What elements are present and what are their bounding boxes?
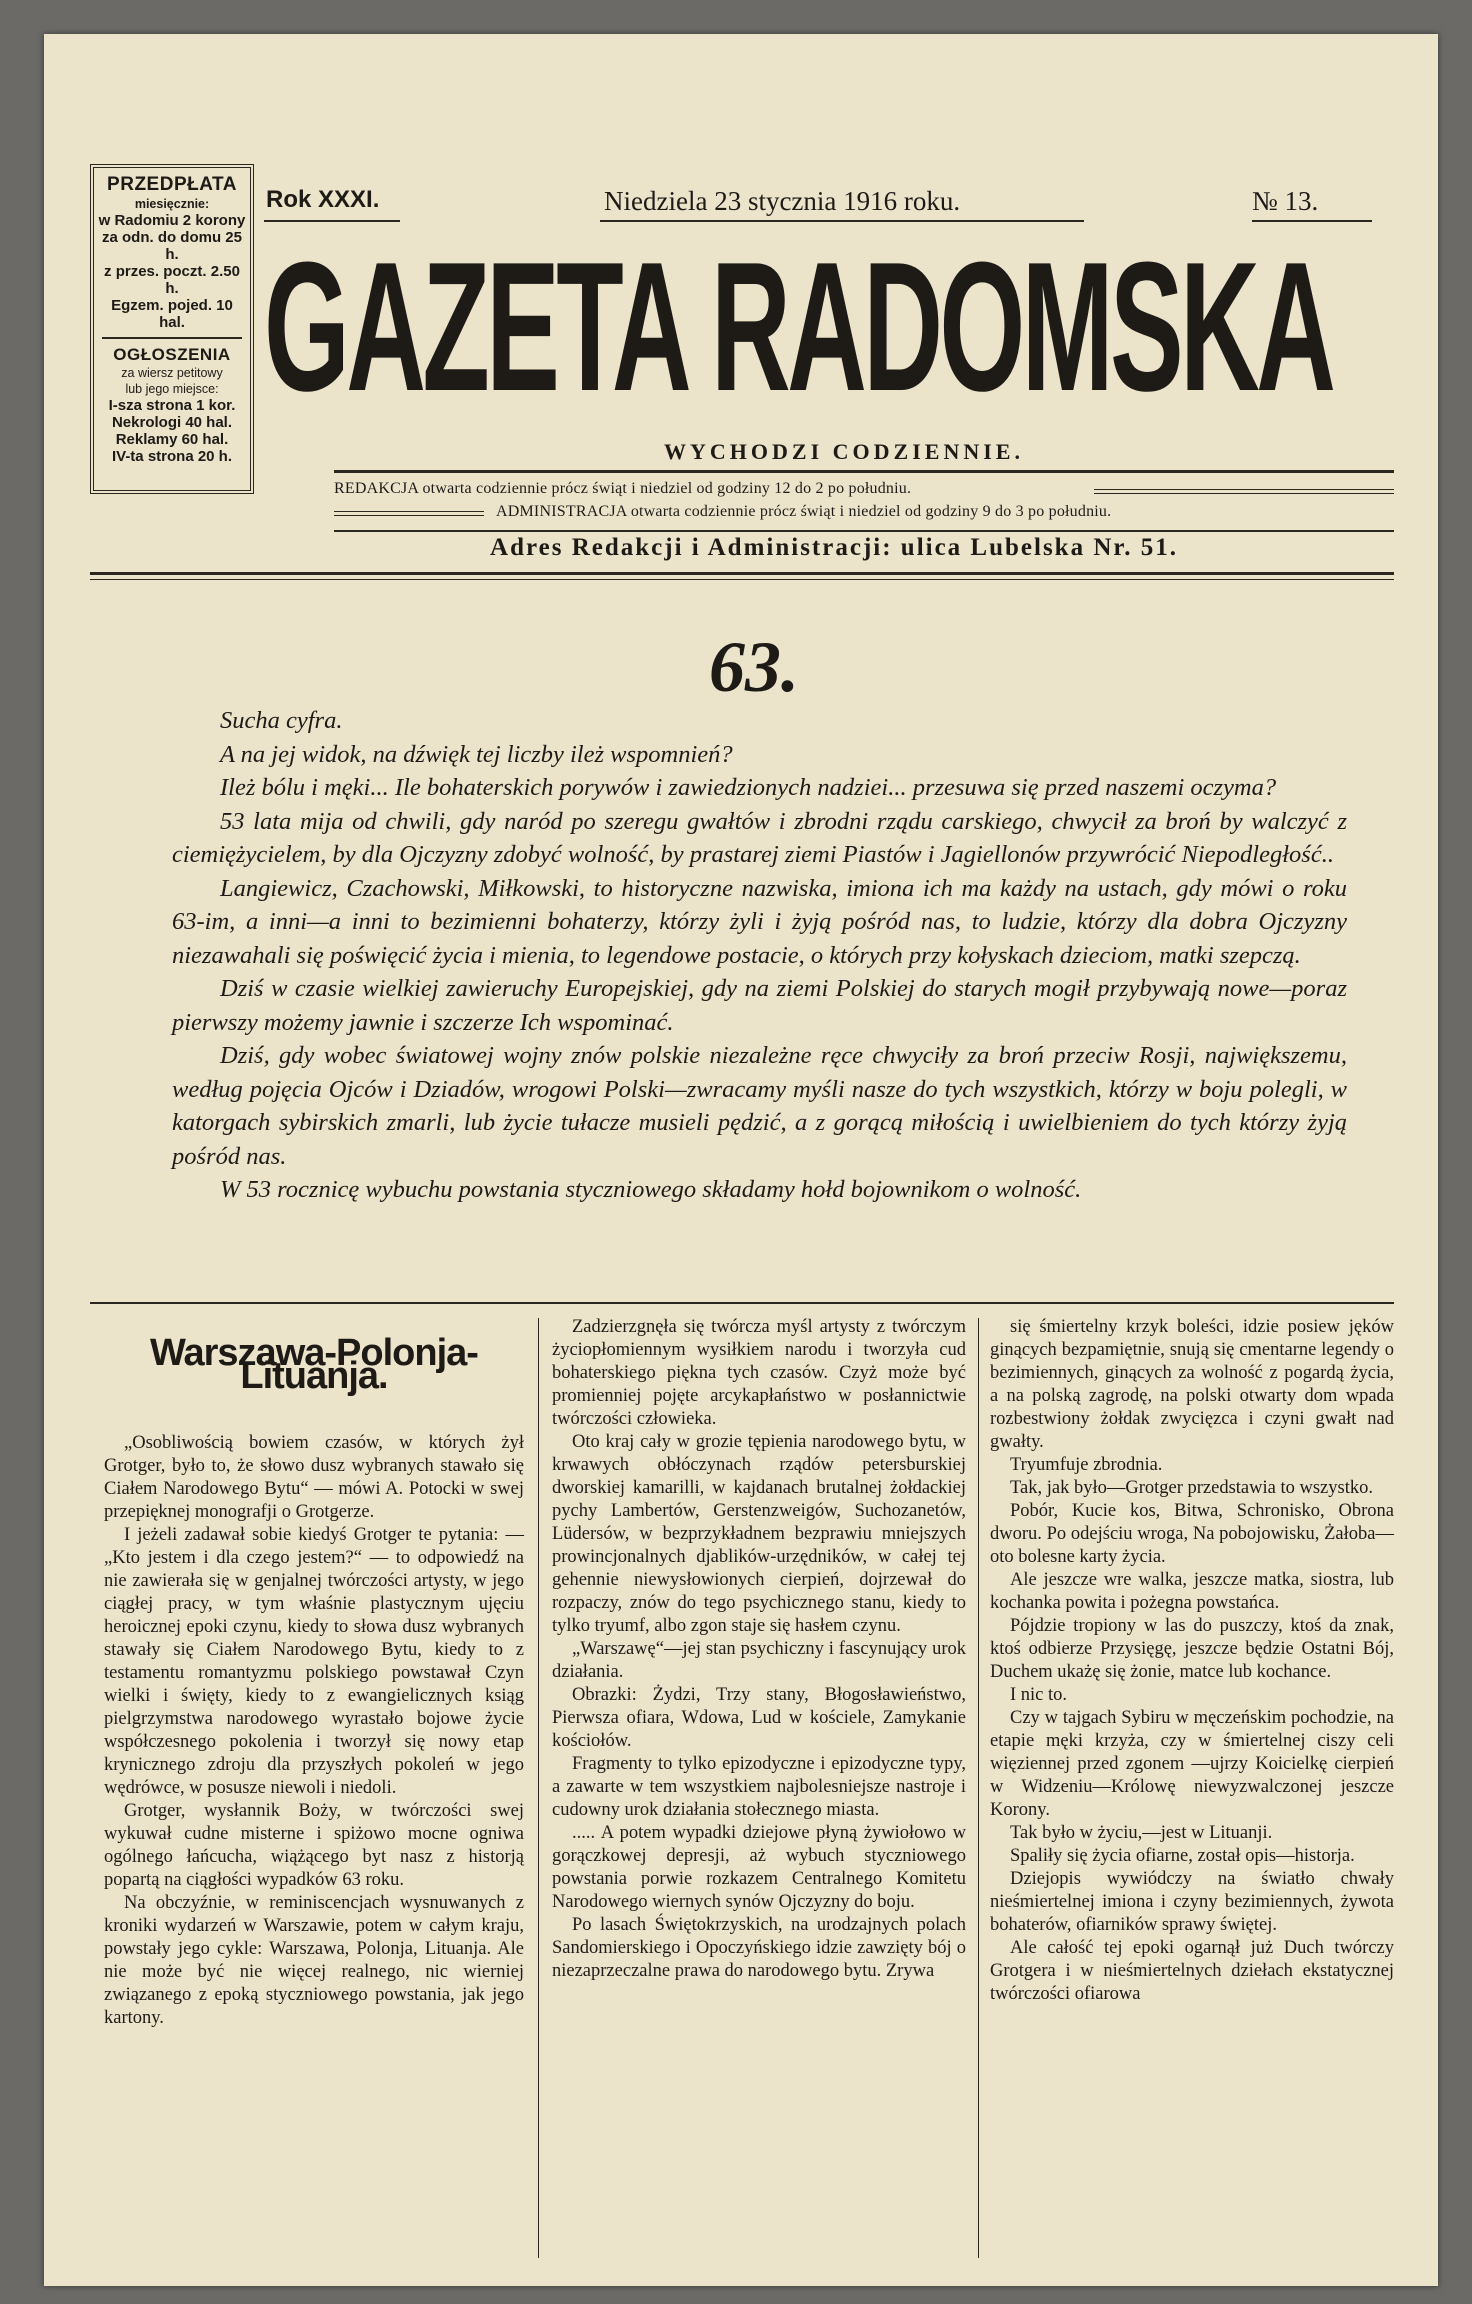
article-paragraph: „Warszawę“—jej stan psychiczny i fascynujący urok działania. — [552, 1639, 966, 1682]
article-column-2 — [552, 1316, 966, 1983]
article-title: Warszawa-Polonja-Lituanja. — [150, 1332, 478, 1397]
editorial-paragraph: Langiewicz, Czachowski, Miłkowski, to historyczne nazwiska, imiona ich ma każdy na ustach, gdy mówi o roku 63-im, a inni—a inni to bezimienni bohaterzy, którzy żyli i żyją pośród nas, to ludzie, którzy dla dobra Ojczyzny niezawahali się poświęcić życia i mienia, to legendowe postacie, o których przy kołyskach dzieciom, matki szepczą. — [172, 874, 1347, 969]
article-paragraph: Zadzierzgnęła się twórcza myśl artysty z twórczym życiopłomiennym wysiłkiem narodu i tworzyła cud bohaterskiego piękna tych czasów. Czyż może być promienniej pojęte arcykapłaństwo w posłannictwie twórczości człowieka. — [552, 1317, 966, 1429]
top-rule — [264, 220, 400, 222]
article-paragraph: Grotger, wysłannik Boży, w twórczości swej wykuwał cudne misterne i spiżowo mocne ogniwa ogólnego łańcucha, wiążącego byt nasz z historją popartą na ciągłości wypadków 63 roku. — [104, 1801, 524, 1890]
article-paragraph: Fragmenty to tylko epizodyczne i epizodyczne typy, a zawarte w tem wszystkiem najbolesniejsze nastroje i cudowny urok działania stołecznego miasta. — [552, 1754, 966, 1820]
ads-line: I-sza strona 1 kor. — [108, 397, 236, 414]
newspaper-page — [44, 34, 1438, 2286]
article-paragraph: „Osobliwością bowiem czasów, w których żył Grotger, było to, że słowo dusz wybranych stawało się Ciałem Narodowego Bytu“ — mówi A. Potocki w swej przepięknej monografji o Grotgerze. — [104, 1433, 524, 1522]
hours-rule — [334, 515, 484, 516]
editorial-hours: REDAKCJA otwarta codziennie prócz świąt i niedziel od godziny 12 do 2 po południu. — [334, 480, 912, 497]
ads-line: IV-ta strona 20 h. — [111, 448, 233, 465]
article-paragraph: Pobór, Kucie kos, Bitwa, Schronisko, Obrona dworu. Po odejściu wroga, Na pobojowisku, Żałoba—oto bolesne karty życia. — [990, 1501, 1394, 1567]
editorial-number: 63. — [709, 627, 799, 707]
masthead-rule — [334, 470, 1394, 473]
top-rule — [1252, 220, 1372, 222]
editorial-paragraph: Dziś, gdy wobec światowej wojny znów polskie niezależne ręce chwyciły za broń przeciw Rosji, największemu, według pojęcia Ojców i Dziadów, wrogowi Polski—zwracamy myśli nasze do tych wszystkich, którzy w boju polegli, w katorgach sybirskich zmarli, lub życie tułacze musieli pędzić, a z gorącą miłością i uwielbieniem do tych którzy żyją pośród nas. — [172, 1042, 1347, 1170]
article-paragraph: Obrazki: Żydzi, Trzy stany, Błogosławieństwo, Pierwsza ofiara, Wdowa, Lud w kościele, Zamykanie kościołów. — [552, 1685, 966, 1751]
admin-hours: ADMINISTRACJA otwarta codziennie prócz świąt i niedziel od godziny 9 do 3 po południu. — [496, 503, 1112, 520]
article-paragraph: I jeżeli zadawał sobie kiedyś Grotger te pytania: — „Kto jestem i dla czego jestem?“ — to odpowiedź na nie zawierała się w genjalnej twórczości artysty, w jego ciągłej pracy, w tym właśnie plastycznym ujęciu heroicznej epoki czynu, kiedy to słowa dusz wybranych stawały się Ciałem Narodowego Bytu, kiedy to z testamentu romantyzmu polskiego powstawał Czyn wielki i święty, kiedy to z ewangielicznych ksiąg pielgrzymstwa narodowego wyrastało bojowe życie współczesnego pokolenia i tworzył się nowy etap krynicznego zdroju dla przyszłych pokoleń w jego wędrówce, w posusze niewoli i niedoli. — [104, 1525, 524, 1798]
column-divider — [978, 1318, 979, 2258]
article-paragraph: Ale całość tej epoki ogarnął już Duch twórczy Grotgera i w nieśmiertelnych dziełach ekstatycznej twórczości ofiarowa — [990, 1938, 1394, 2004]
subscription-line: Egzem. pojed. 10 hal. — [111, 297, 233, 331]
subscription-line: z przes. poczt. 2.50 h. — [104, 263, 240, 297]
article-paragraph: Tak było w życiu,—jest w Lituanji. — [1010, 1823, 1273, 1843]
header-bottom-rule — [90, 572, 1394, 575]
masthead-title: GAZETA RADOMSKA — [264, 223, 1333, 429]
ads-title: OGŁOSZENIA — [113, 345, 231, 364]
subscription-period: miesięcznie: — [134, 197, 210, 211]
editorial-paragraph: A na jej widok, na dźwięk tej liczby ileż wspomnień? — [220, 740, 733, 768]
issue-date: Niedziela 23 stycznia 1916 roku. — [604, 186, 961, 216]
ads-line: Reklamy 60 hal. — [115, 431, 229, 448]
article-paragraph: Pójdzie tropiony w las do puszczy, ktoś da znak, ktoś odbierze Przysięgę, jeszcze będzie Ostatni Bój, Duchem ukażę się żonie, matce lub kochance. — [990, 1616, 1394, 1682]
article-paragraph: Oto kraj cały w grozie tępienia narodowego bytu, w krwawych obłóczynach rządów petersburskiej dworskiej kamarilli, w kajdanach brutalnej żołdackiej pychy Lambertów, Gerstenzweigów, Suchozanetów, Lüdersów, w bezprzykładnem bezprawiu mniejszych prowincjonalnych djablików-urzędników, w całej tej gehennie niewysłowionych cierpień, dojrzewał do rozpaczy, znów do tego psychicznego stanu, kiedy to tylko tryumf, albo zgon staje się hasłem czynu. — [552, 1432, 966, 1636]
daily-notice: WYCHODZI CODZIENNIE. — [664, 439, 1024, 464]
editorial-paragraph: Dziś w czasie wielkiej zawieruchy Europejskiej, gdy na ziemi Polskiej do starych mogił przybywają nowe—poraz pierwszy możemy jawnie i szczerze Ich wspominać. — [172, 975, 1347, 1036]
article-paragraph: się śmiertelny krzyk boleści, idzie posiew jęków ginących bezpamiętnie, snują się cmentarne legendy o bezimiennych, ginących za wolność z pogardą życia, a na polską zagrodę, na polski otwarty dom wpada rozbestwiony żołdak zwycięzca i czyni gwałt nad gwałty. — [990, 1317, 1394, 1452]
subscription-divider — [102, 337, 242, 339]
ads-note: za wiersz petitowy — [121, 366, 223, 380]
address-rule — [334, 530, 1394, 532]
article-column-1 — [104, 1316, 524, 2030]
editorial-text — [172, 704, 1347, 1207]
top-rule — [600, 220, 1084, 222]
office-address: Adres Redakcji i Administracji: ulica Lubelska Nr. 51. — [490, 534, 1178, 561]
subscription-title: PRZEDPŁATA — [107, 174, 237, 195]
article-paragraph: ..... A potem wypadki dziejowe płyną żywiołowo w gorączkowej depresji, aż wybuch styczniowego powstania porwie rozkazem Centralnego Komitetu Narodowego wiernych synów Ojczyzny do boju. — [552, 1823, 966, 1912]
editorial-paragraph: 53 lata mija od chwili, gdy naród po szeregu gwałtów i zbrodni rządu carskiego, chwycił za broń by walczyć z ciemiężycielem, by dla Ojczyzny zdobyć wolność, by prastarej ziemi Piastów i Jagiellonów przywrócić Niepodległość.. — [172, 807, 1347, 868]
hours-rule — [334, 511, 484, 512]
article-column-3 — [990, 1316, 1394, 2006]
ads-note: lub jego miejsce: — [125, 382, 219, 396]
editorial-paragraph: Ileż bólu i męki... Ile bohaterskich porywów i zawiedzionych nadziei... przesuwa się przed naszemi oczyma? — [220, 774, 1277, 801]
header-bottom-rule — [90, 579, 1394, 580]
article-paragraph: Na obczyźnie, w reminiscencjach wysnuwanych z kroniki wydarzeń w Warszawie, potem w całym kraju, powstały jego cykle: Warszawa, Polonja, Lituanja. Ale nie może być nie więcej realnego, nic wierniej związanego z epoką styczniowego powstania, jak jego kartony. — [104, 1893, 524, 2028]
hours-rule — [1094, 493, 1394, 494]
section-rule — [90, 1302, 1394, 1304]
issue-number: № 13. — [1252, 186, 1319, 216]
article-paragraph: Spaliły się życia ofiarne, został opis—historja. — [1010, 1846, 1355, 1866]
article-paragraph: Po lasach Świętokrzyskich, na urodzajnych polach Sandomierskiego i Opoczyńskiego idzie zawzięty bój o niezaprzeczalne prawa do narodowego bytu. Zrywa — [552, 1915, 966, 1981]
subscription-line: w Radomiu 2 korony — [98, 212, 246, 229]
editorial-paragraph: Sucha cyfra. — [220, 707, 343, 734]
editorial-paragraph: W 53 rocznicę wybuchu powstania styczniowego składamy hołd bojownikom o wolność. — [220, 1176, 1082, 1203]
hours-rule — [1094, 489, 1394, 490]
article-paragraph: Tak, jak było—Grotger przedstawia to wszystko. — [1010, 1478, 1373, 1498]
article-paragraph: Dziejopis wywiódczy na światło chwały nieśmiertelnej imiona i czyny bezimiennych, żywota bohaterów, ofiarników sprawy świętej. — [990, 1869, 1394, 1935]
article-paragraph: Ale jeszcze wre walka, jeszcze matka, siostra, lub kochanka powita i pożegna powstańca. — [990, 1570, 1394, 1613]
ads-line: Nekrologi 40 hal. — [111, 414, 233, 431]
column-divider — [538, 1318, 539, 2258]
article-paragraph: Czy w tajgach Sybiru w męczeńskim pochodzie, na etapie męki krzyża, czy w śmiertelnej ciszy celi więziennej przed zgonem —ujrzy Koicielkę cierpień w Widzeniu—Królowę niewyzwalczonej jeszcze Korony. — [990, 1708, 1394, 1820]
subscription-line: za odn. do domu 25 h. — [101, 229, 242, 263]
subscription-box — [90, 164, 254, 494]
article-paragraph: Tryumfuje zbrodnia. — [1010, 1455, 1163, 1475]
year-label: Rok XXXI. — [266, 186, 380, 213]
article-paragraph: I nic to. — [1010, 1685, 1068, 1705]
